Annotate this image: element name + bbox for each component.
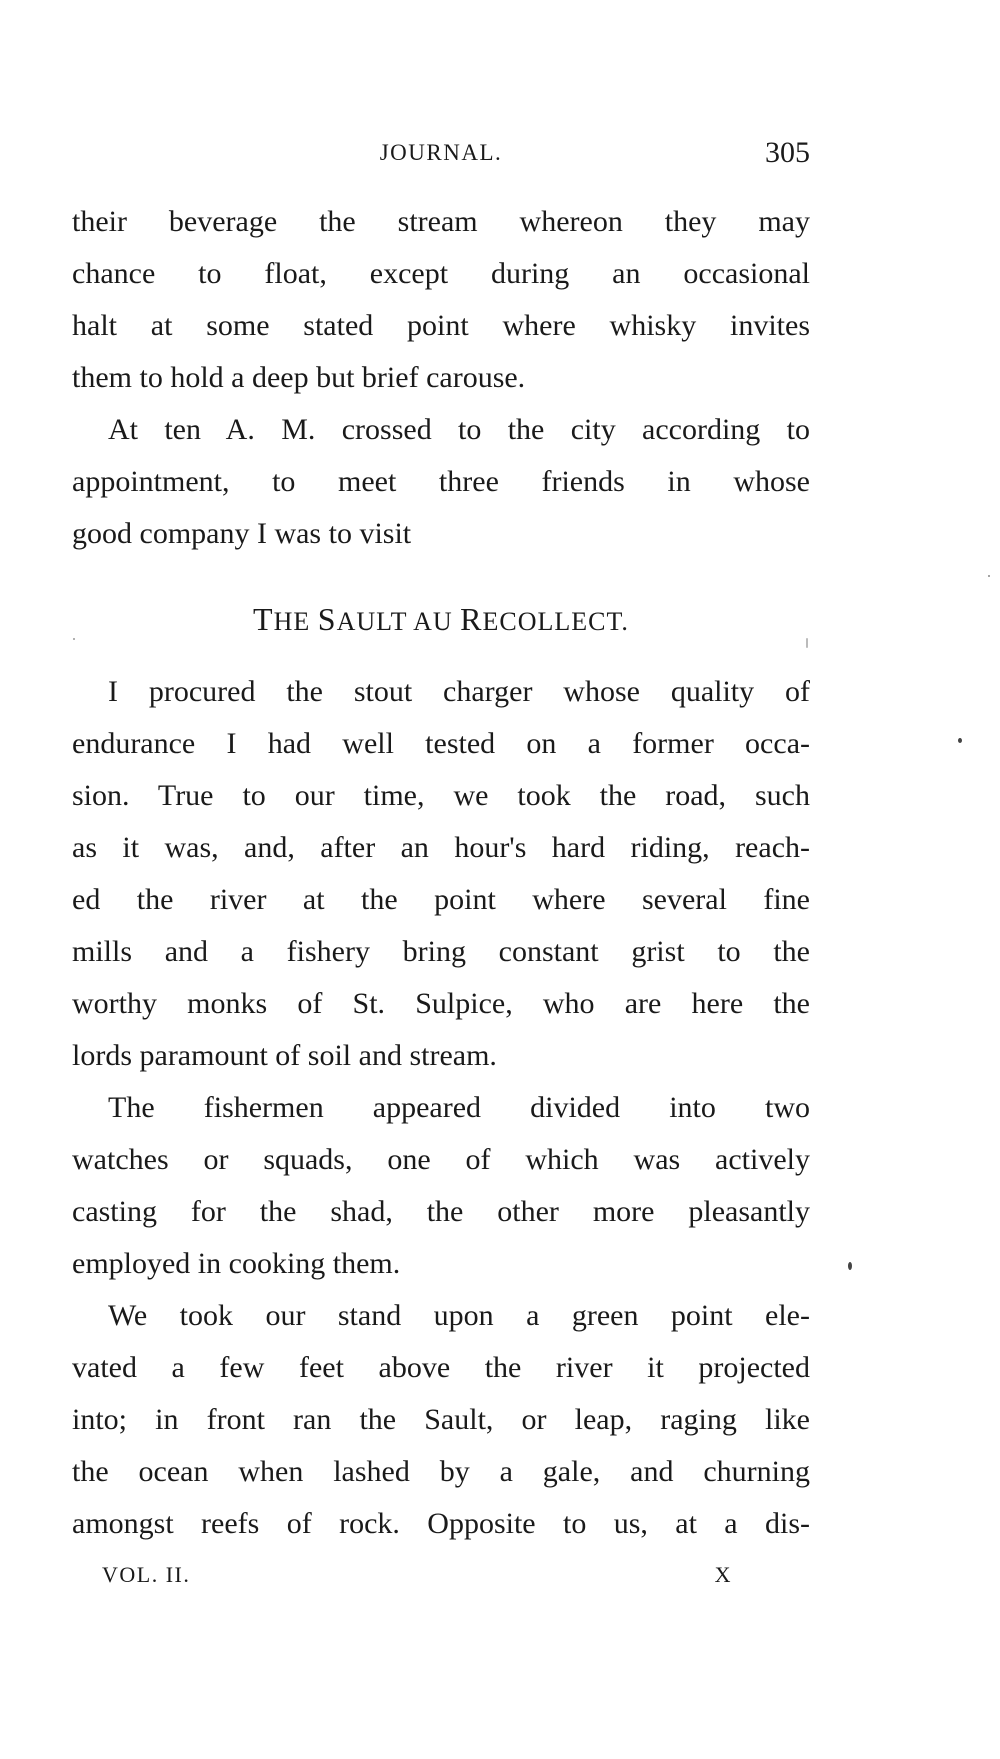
running-title: JOURNAL. bbox=[379, 140, 503, 165]
text-line: lords paramount of soil and stream. bbox=[72, 1039, 497, 1072]
paragraph-4 bbox=[72, 1082, 810, 1290]
text-line: them to hold a deep but brief carouse. bbox=[72, 361, 526, 394]
heading-text: HE bbox=[273, 607, 318, 636]
text-line: good company I was to visit bbox=[72, 517, 412, 550]
text-line: The fishermen appeared divided into two bbox=[108, 1091, 810, 1124]
text-line: their beverage the stream whereon they may bbox=[72, 205, 810, 238]
heading-text: ECOLLECT. bbox=[482, 607, 629, 636]
text-line: employed in cooking them. bbox=[72, 1247, 401, 1280]
running-head bbox=[72, 136, 810, 176]
text-line: I procured the stout charger whose quality of bbox=[108, 675, 810, 708]
text-line: appointment, to meet three friends in whose bbox=[72, 465, 810, 498]
paragraph-5 bbox=[72, 1290, 810, 1550]
section-heading bbox=[72, 596, 810, 642]
text-line: into; in front ran the Sault, or leap, raging like bbox=[72, 1403, 810, 1436]
paper-speck bbox=[988, 575, 990, 577]
paper-speck bbox=[958, 738, 962, 743]
text-line: mills and a fishery bring constant grist to the bbox=[72, 935, 810, 968]
text-line: watches or squads, one of which was actively bbox=[72, 1143, 810, 1176]
text-line: At ten A. M. crossed to the city according to bbox=[108, 413, 810, 446]
text-line: halt at some stated point where whisky invites bbox=[72, 309, 810, 342]
page-number: 305 bbox=[765, 136, 810, 169]
text-line: as it was, and, after an hour's hard riding, reach- bbox=[72, 831, 810, 864]
text-line: endurance I had well tested on a former occa- bbox=[72, 727, 810, 760]
text-line: ed the river at the point where several fine bbox=[72, 883, 810, 916]
text-line: We took our stand upon a green point ele- bbox=[108, 1299, 810, 1332]
paper-speck bbox=[848, 1262, 852, 1270]
text-line: casting for the shad, the other more pleasantly bbox=[72, 1195, 810, 1228]
heading-initial: T bbox=[253, 601, 274, 637]
text-line: vated a few feet above the river it projected bbox=[72, 1351, 810, 1384]
text-line: sion. True to our time, we took the road, such bbox=[72, 779, 810, 812]
paper-speck bbox=[806, 638, 808, 648]
text-line: worthy monks of St. Sulpice, who are here the bbox=[72, 987, 810, 1020]
paragraph-2 bbox=[72, 404, 810, 560]
text-line: amongst reefs of rock. Opposite to us, at a dis- bbox=[72, 1507, 810, 1540]
text-line: the ocean when lashed by a gale, and churning bbox=[72, 1455, 810, 1488]
volume-label: VOL. II. bbox=[102, 1562, 191, 1587]
paragraph-3 bbox=[72, 666, 810, 1082]
paper-speck bbox=[73, 638, 75, 640]
heading-initial: S bbox=[317, 601, 337, 637]
paragraph-1 bbox=[72, 196, 810, 404]
text-line: chance to float, except during an occasional bbox=[72, 257, 810, 290]
heading-initial: R bbox=[460, 601, 483, 637]
body-text bbox=[72, 196, 810, 1550]
heading-text: AULT AU bbox=[336, 607, 461, 636]
signature-mark: X bbox=[714, 1562, 732, 1587]
